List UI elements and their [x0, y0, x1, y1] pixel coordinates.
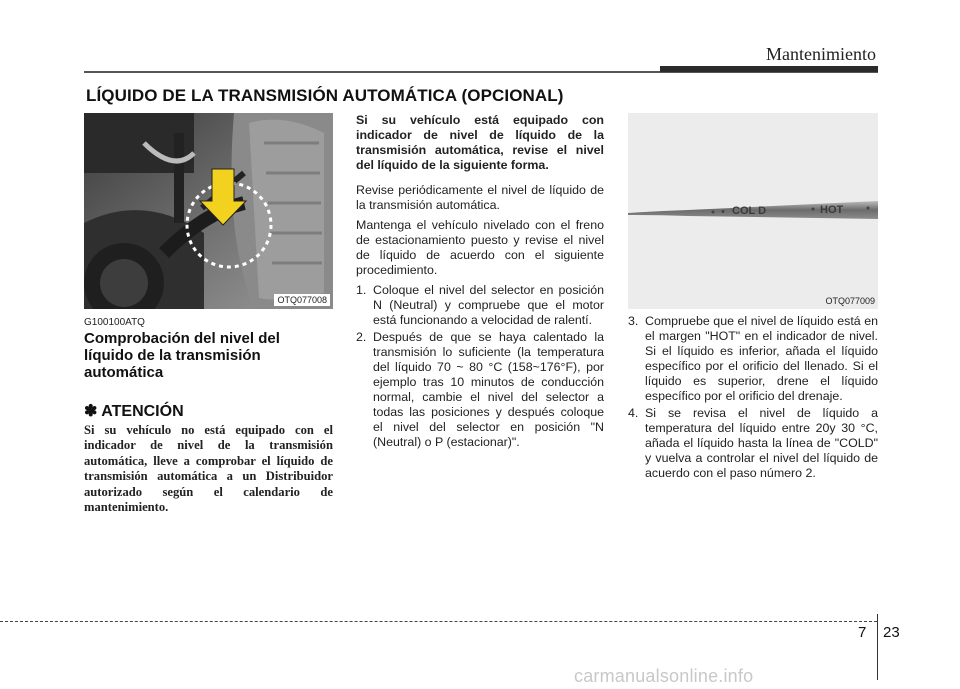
step-item	[356, 330, 604, 450]
dipstick-illustration	[628, 113, 878, 309]
caution-body: Si su vehículo no está equipado con el indicador de nivel de la transmisión automática, lleve a comprobar el líquido de transmisión automática a un Distribuidor autorizado según el calendario de mantenimiento.	[84, 423, 333, 515]
step-number: 2.	[356, 330, 367, 344]
header-bar	[660, 66, 878, 72]
engine-photo-illustration	[84, 113, 333, 309]
watermark: carmanualsonline.info	[574, 666, 754, 686]
engine-photo	[84, 113, 333, 309]
step-item	[628, 314, 878, 404]
step-text: Compruebe que el nivel de líquido está en el margen "HOT" en el indicador de nivel. Si el líquido es inferior, añada el líquido específico por el orificio del llenado. Si el líquido es superior, drene el líquido específico por el orificio del drenaje.	[645, 314, 878, 403]
step-item	[356, 283, 604, 328]
dipstick-hot-label: HOT	[820, 204, 844, 216]
step-item	[628, 406, 878, 481]
step-number: 3.	[628, 314, 639, 328]
caution-title: ✽ ATENCIÓN	[84, 403, 184, 420]
procedure-code: G100100ATQ	[84, 317, 145, 328]
paragraph-2: Mantenga el vehículo nivelado con el freno de estacionamiento puesto y revise el nivel de líquido de acuerdo con el siguiente procedimiento.	[356, 218, 604, 277]
header-title: Mantenimiento	[766, 44, 876, 64]
subheading: Comprobación del nivel del líquido de la transmisión automática	[84, 330, 280, 381]
engine-photo-caption: OTQ077008	[274, 294, 330, 306]
step-number: 1.	[356, 283, 367, 297]
chapter-number: 7	[858, 624, 867, 641]
right-column	[628, 314, 878, 483]
page-number: 23	[883, 624, 900, 641]
footer-dashed-rule	[0, 621, 877, 622]
dipstick-cold-label: COL D	[732, 205, 767, 217]
steps-list-a	[356, 283, 604, 450]
dipstick-caption: OTQ077009	[825, 296, 875, 306]
lead-paragraph: Si su vehículo está equipado con indicador de nivel de líquido de la transmisión automática, revise el nivel del líquido de la siguiente forma.	[356, 113, 604, 172]
steps-list-b	[628, 314, 878, 481]
step-number: 4.	[628, 406, 639, 420]
step-text: Si se revisa el nivel de líquido a temperatura del líquido entre 20y 30 °C, añada el líquido hasta la línea de "COLD" y vuelva a controlar el nivel del líquido de acuerdo con el paso número 2.	[645, 406, 878, 480]
step-text: Después de que se haya calentado la transmisión lo suficiente (la temperatura del líquido 70 ~ 80 °C (158~176°F), por ejemplo tras 10 minutos de conducción normal, cambie el nivel del selector a todas las posiciones y después coloque el nivel del selector en posición "N (Neutral) o P (estacionar)".	[373, 330, 604, 449]
middle-column	[356, 113, 604, 452]
paragraph-1: Revise periódicamente el nivel de líquido de la transmisión automática.	[356, 183, 604, 212]
dipstick-figure	[628, 113, 878, 309]
footer-divider	[877, 614, 878, 680]
section-title: LÍQUIDO DE LA TRANSMISIÓN AUTOMÁTICA (OPCIONAL)	[86, 86, 564, 105]
step-text: Coloque el nivel del selector en posición N (Neutral) y compruebe que el motor está funcionando a velocidad de ralentí.	[373, 283, 604, 327]
